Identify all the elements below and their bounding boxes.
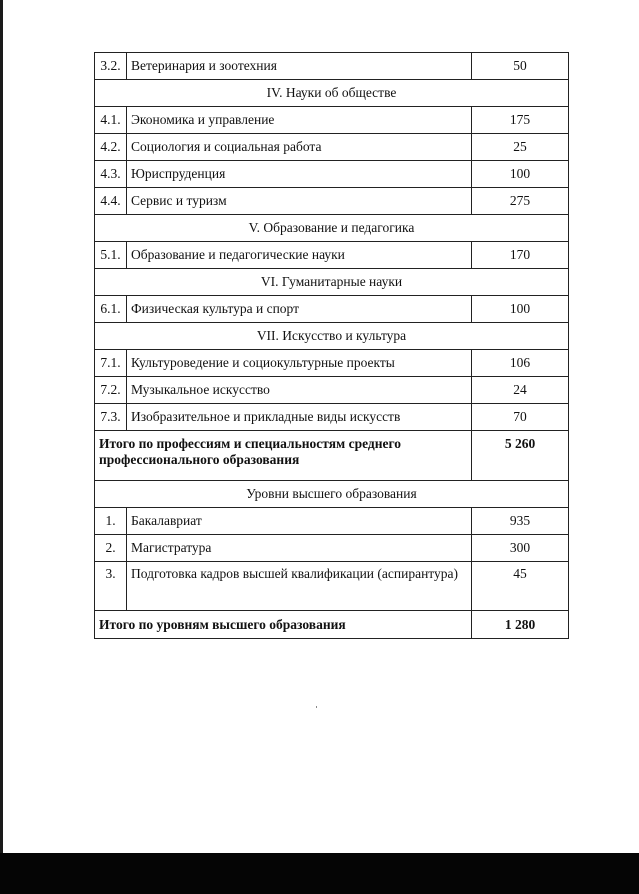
row-number: 4.4. [95, 188, 127, 215]
row-number: 4.3. [95, 161, 127, 188]
scan-left-edge [0, 0, 3, 894]
row-value: 100 [472, 161, 569, 188]
row-number: 1. [95, 508, 127, 535]
row-value: 25 [472, 134, 569, 161]
section-title: IV. Науки об обществе [95, 80, 569, 107]
section-header-row [95, 80, 569, 107]
table-row [95, 404, 569, 431]
row-name: Юриспруденция [127, 161, 472, 188]
row-number: 7.1. [95, 350, 127, 377]
table-row [95, 107, 569, 134]
table-body [95, 53, 569, 639]
row-name: Магистратура [127, 535, 472, 562]
table-row [95, 535, 569, 562]
table-row [95, 508, 569, 535]
table-row [95, 161, 569, 188]
section-header-row [95, 269, 569, 296]
table-row [95, 188, 569, 215]
row-value: 175 [472, 107, 569, 134]
table-row [95, 296, 569, 323]
row-number: 7.3. [95, 404, 127, 431]
table-row [95, 53, 569, 80]
row-value: 50 [472, 53, 569, 80]
row-name: Бакалавриат [127, 508, 472, 535]
table-row [95, 350, 569, 377]
scan-speck [316, 706, 317, 708]
row-name: Ветеринария и зоотехния [127, 53, 472, 80]
section-title: VII. Искусство и культура [95, 323, 569, 350]
row-name: Социология и социальная работа [127, 134, 472, 161]
row-value: 935 [472, 508, 569, 535]
row-number: 7.2. [95, 377, 127, 404]
row-value: 170 [472, 242, 569, 269]
row-value: 45 [472, 562, 569, 611]
table-row [95, 562, 569, 611]
row-value: 275 [472, 188, 569, 215]
row-value: 106 [472, 350, 569, 377]
scan-bottom-bar [0, 853, 639, 894]
row-name: Сервис и туризм [127, 188, 472, 215]
section-header-row [95, 215, 569, 242]
row-name: Культуроведение и социокультурные проекты [127, 350, 472, 377]
row-name: Образование и педагогические науки [127, 242, 472, 269]
row-name: Экономика и управление [127, 107, 472, 134]
table-row [95, 134, 569, 161]
row-value: 100 [472, 296, 569, 323]
row-value: 300 [472, 535, 569, 562]
total-label: Итого по уровням высшего образования [95, 611, 472, 639]
section-header-row [95, 481, 569, 508]
education-quota-table [94, 52, 569, 639]
row-number: 3.2. [95, 53, 127, 80]
row-name: Изобразительное и прикладные виды искусств [127, 404, 472, 431]
table-row [95, 242, 569, 269]
section-title: V. Образование и педагогика [95, 215, 569, 242]
total-row [95, 611, 569, 639]
row-number: 3. [95, 562, 127, 611]
row-name: Подготовка кадров высшей квалификации (аспирантура) [127, 562, 472, 611]
total-value: 1 280 [472, 611, 569, 639]
row-value: 24 [472, 377, 569, 404]
row-number: 4.1. [95, 107, 127, 134]
total-value: 5 260 [472, 431, 569, 481]
total-label: Итого по профессиям и специальностям среднего профессионального образования [95, 431, 472, 481]
row-number: 5.1. [95, 242, 127, 269]
section-title: VI. Гуманитарные науки [95, 269, 569, 296]
row-name: Физическая культура и спорт [127, 296, 472, 323]
row-number: 6.1. [95, 296, 127, 323]
row-number: 4.2. [95, 134, 127, 161]
table-row [95, 377, 569, 404]
row-number: 2. [95, 535, 127, 562]
total-row [95, 431, 569, 481]
row-value: 70 [472, 404, 569, 431]
row-name: Музыкальное искусство [127, 377, 472, 404]
section-title: Уровни высшего образования [95, 481, 569, 508]
section-header-row [95, 323, 569, 350]
